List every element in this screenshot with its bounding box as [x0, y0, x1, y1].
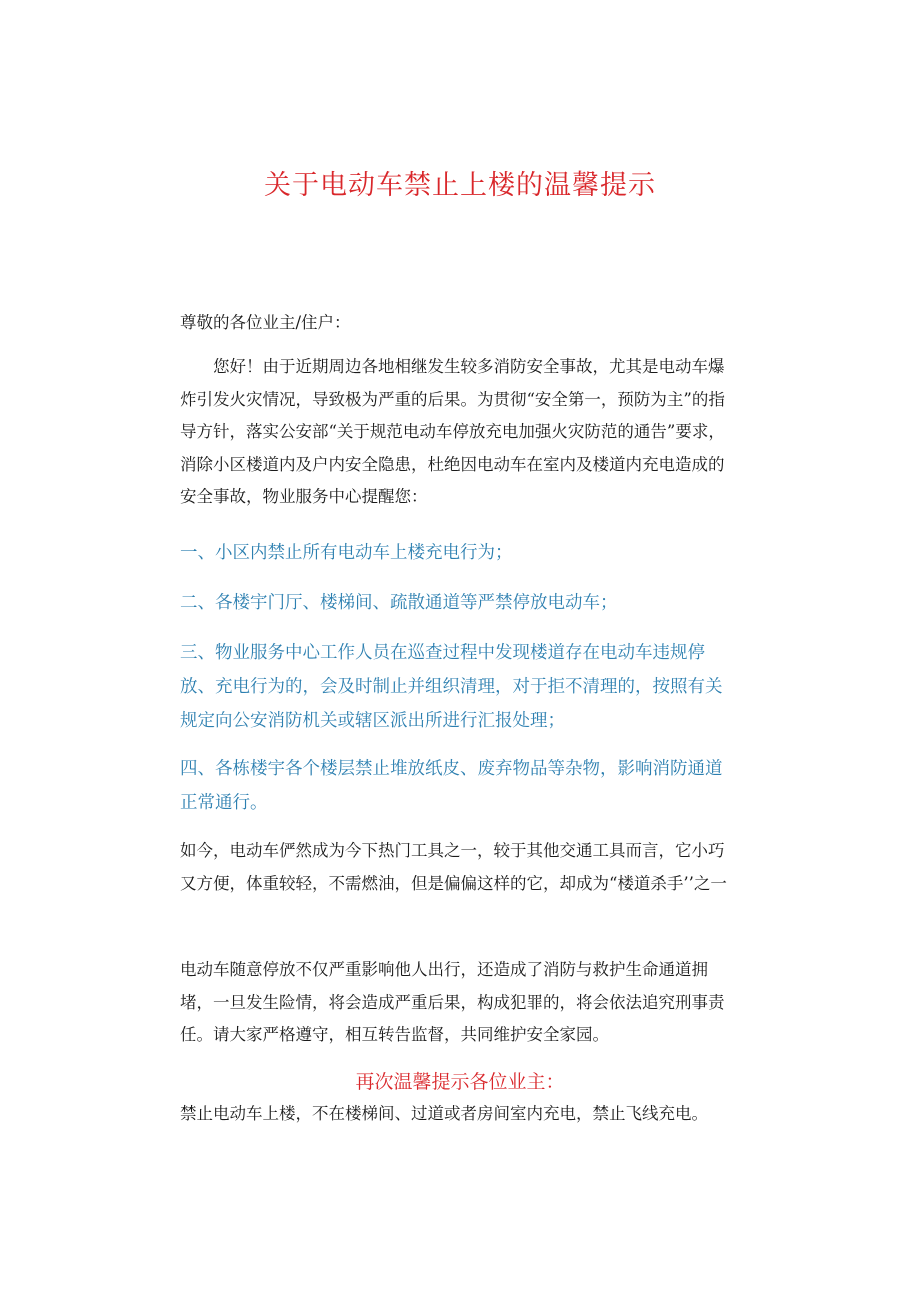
notice-item-3: 三、物业服务中心工作人员在巡查过程中发现楼道存在电动车违规停放、充电行为的，会及时制止并组织清理，对于拒不清理的，按照有关规定向公安消防机关或辖区派出所进行汇报处理；: [180, 643, 723, 731]
reminder-heading: 再次温馨提示各位业主：: [355, 1071, 565, 1093]
notice-item-4: 四、各栋楼宇各个楼层禁止堆放纸皮、废弃物品等杂物，影响消防通道正常通行。: [180, 759, 723, 813]
notice-item-2: 二、各楼宇门厅、楼梯间、疏散通道等严禁停放电动车；: [180, 593, 618, 613]
intro-paragraph: 您好！由于近期周边各地相继发生较多消防安全事故，尤其是电动车爆炸引发火灾情况，导致极为严重的后果。为贯彻“安全第一，预防为主”的指导方针，落实公安部“关于规范电动车停放充电加强火灾防范的通告”要求，消除小区楼道内及户内安全隐患，杜绝因电动车在室内及楼道内充电造成的安全事故，物业服务中心提醒您：: [180, 357, 725, 506]
electric-bike-paragraph: 如今，电动车俨然成为今下热门工具之一，较于其他交通工具而言，它小巧又方便，体重较轻，不需燃油，但是偏偏这样的它，却成为“楼道杀手’’之一: [180, 841, 727, 893]
document-title: 关于电动车禁止上楼的温馨提示: [264, 170, 656, 201]
salutation: 尊敬的各位业主/住户：: [180, 313, 351, 332]
reminder-text: 禁止电动车上楼，不在楼梯间、过道或者房间室内充电，禁止飞线充电。: [180, 1104, 708, 1123]
notice-item-1: 一、小区内禁止所有电动车上楼充电行为；: [180, 543, 513, 563]
consequence-paragraph: 电动车随意停放不仅严重影响他人出行，还造成了消防与救护生命通道拥堵，一旦发生险情，将会造成严重后果，构成犯罪的，将会依法追究刑事责任。请大家严格遵守，相互转告监督，共同维护安全家园。: [180, 960, 725, 1044]
